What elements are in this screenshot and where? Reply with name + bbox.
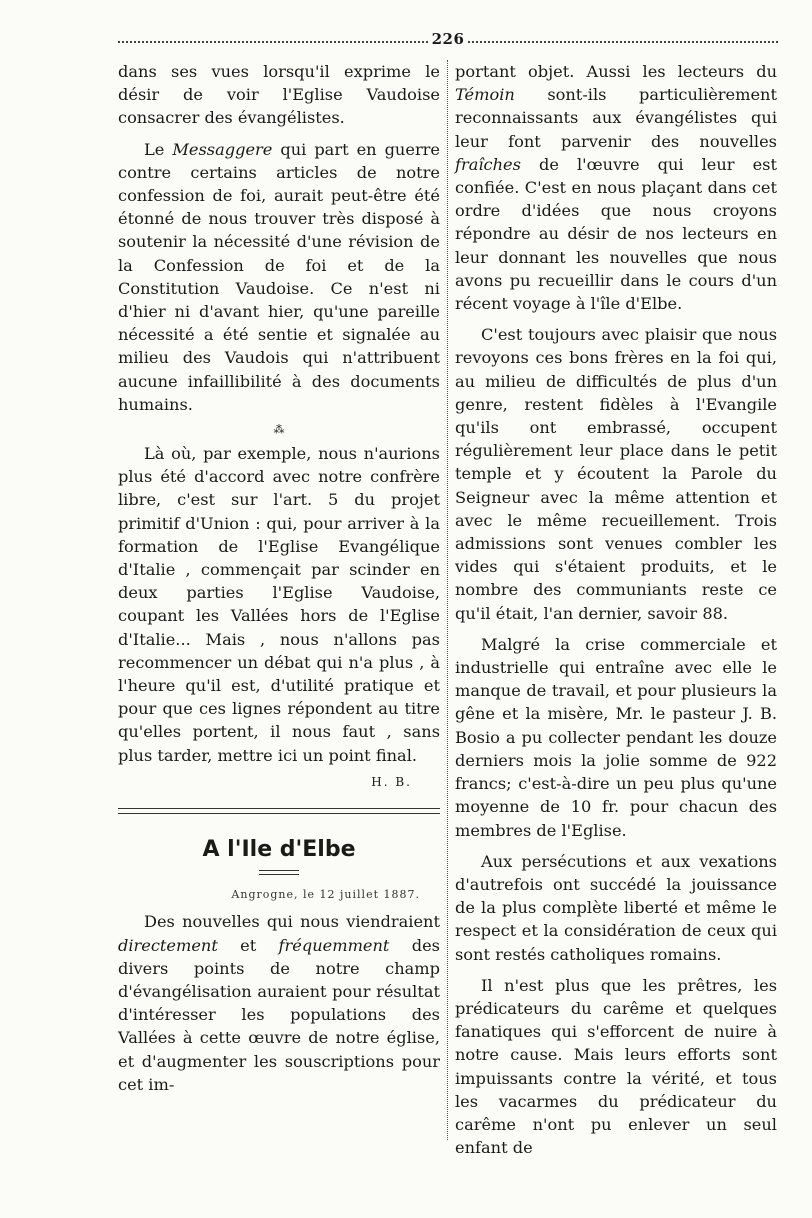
text: et [217, 935, 279, 955]
paragraph-union: Là où, par exemple, nous n'aurions plus été d'accord avec notre confrère libre, c'est sur l'art. 5 du projet primitif d'Union : qui, pour arriver à la formation de l'Eglise Evangélique d'Italie , commençait par scinder en deux parties l'Eglise Vaudoise, coupant les Vallées hors de l'Eglise d'Italie... Mais , nous n'allons pas recommencer un débat qui n'a plus , à l'heure qu'il est, d'utilité pratique et pour que ces lignes répondent au titre qu'elles portent, il nous faut , sans plus tarder, mettre ici un point final. [118, 444, 440, 765]
paragraph-elbe-intro [118, 910, 440, 1096]
paragraph-pretres: Il n'est plus que les prêtres, les prédicateurs du carême et quelques fanatiques qui s'efforcent de nuire à notre cause. Mais leurs efforts sont impuissants contre la vérité, et tous les vacarmes du prédicateur du carême n'ont pu enlever un seul enfant de [455, 975, 777, 1158]
italic-text: directement [118, 935, 218, 955]
paragraph-crise: Malgré la crise commerciale et industrielle qui entraîne avec elle le manque de travail, et pour plusieurs la gêne et la misère, Mr. le pasteur J. B. Bosio a pu collecter pendant les douze derniers mois la jolie somme de 922 francs; c'est-à-dire un peu plus qu'une moyenne de 10 fr. pour chacun des membres de l'Eglise. [455, 634, 777, 840]
text: qui part en guerre contre certains articles de notre confession de foi, aurait peut-être été étonné de nous trouver très disposé à soutenir la nécessité d'une révision de la Confession de foi et de la Constitution Vaudoise. Ce n'est ni d'hier ni d'avant hier, qu'une pareille nécessité a été sentie et signalée au milieu des Vaudois qui n'attribuent aucune infaillibilité à des documents humains. [118, 139, 440, 414]
text: de l'œuvre qui leur est confiée. C'est en nous plaçant dans cet ordre d'idées que nous croyons répondre au désir de nos lecteurs en leur donnant les nouvelles que nous avons pu recueillir dans le cours d'un récent voyage à l'île d'Elbe. [455, 154, 777, 314]
page-header [118, 30, 778, 54]
paragraph-messaggere [118, 138, 440, 416]
signature: H. B. [371, 774, 412, 789]
page-number: 226 [431, 30, 465, 48]
paragraph-freres: C'est toujours avec plaisir que nous revoyons ces bons frères en la foi qui, au milieu de difficultés de plus d'un genre, restent fidèles à l'Evangile qu'ils ont embrassé, occupent régulièrement leur place dans le petit temple et y écoutent la Parole du Seigneur avec la même attention et avec le même recueillement. Trois admissions sont venues combler les vides qui s'étaient produits, et le nombre des communiants reste ce qu'il était, l'an dernier, savoir 88. [455, 325, 777, 623]
paragraph-persecutions: Aux persécutions et aux vexations d'autrefois ont succédé la jouissance de la plus complète liberté et même le respect et la considération de ceux qui sont restés catholiques romains. [455, 851, 777, 964]
text: portant objet. Aussi les lecteurs du [455, 62, 777, 81]
italic-text: Messaggere [172, 139, 273, 159]
dateline: Angrogne, le 12 juillet 1887. [231, 888, 420, 902]
header-ornament-left [118, 41, 428, 43]
italic-text: fraîches [455, 154, 521, 174]
article-title: A l'Ile d'Elbe [202, 837, 356, 863]
header-ornament-right [468, 41, 778, 43]
title-underline [259, 870, 299, 875]
section-separator-asterism: ⁂ [273, 423, 285, 437]
right-column [455, 60, 777, 1159]
text: Le [144, 139, 173, 159]
left-column [118, 60, 440, 1096]
text: Des nouvelles qui nous viendraient [144, 912, 440, 932]
italic-text: Témoin [455, 85, 515, 105]
paragraph-continued [455, 60, 777, 315]
paragraph-continued: dans ses vues lorsqu'il exprime le désir de voir l'Eglise Vaudoise consacrer des évangélistes. [118, 62, 440, 128]
column-divider [447, 60, 448, 1140]
text: des divers points de notre champ d'évangélisation auraient pour résultat d'intéresser les populations des Vallées à cette œuvre de notre église, et d'augmenter les souscriptions pour cet im- [118, 935, 440, 1094]
text: sont-ils particulièrement reconnaissants aux évangélistes qui leur font parvenir des nouvelles [455, 85, 777, 151]
italic-text: fréquemment [278, 935, 390, 955]
section-divider [118, 808, 440, 814]
